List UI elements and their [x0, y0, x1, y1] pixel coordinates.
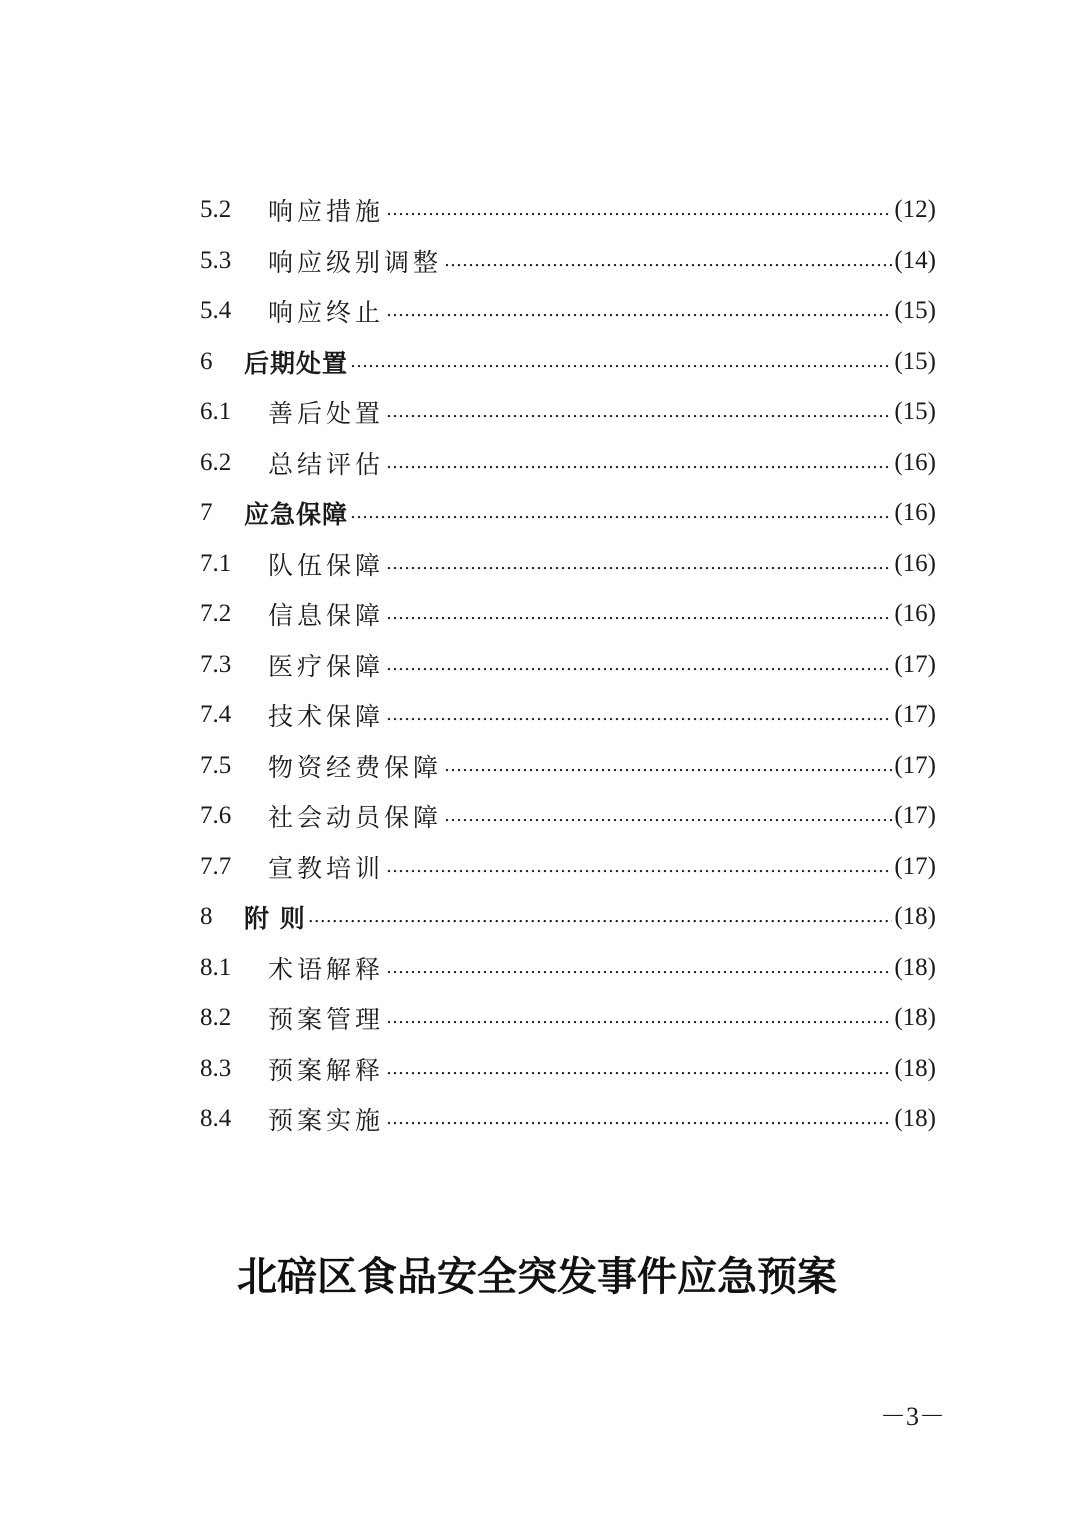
- toc-entry-page: (18): [894, 903, 936, 931]
- toc-entry-number: 7.5: [200, 751, 232, 779]
- toc-entry-number: 5.3: [200, 246, 232, 274]
- toc-entry-page: (16): [894, 549, 936, 577]
- toc-entry: [200, 589, 936, 640]
- toc-entry: [200, 488, 936, 539]
- toc-entry: [200, 539, 936, 590]
- toc-entry-title: 后期处置: [244, 348, 349, 378]
- toc-entry-title: 队伍保障: [268, 550, 385, 580]
- toc-entry-number: 7: [200, 499, 213, 527]
- toc-entry-number: 7.7: [200, 852, 232, 880]
- toc-entry-title: 信息保障: [268, 601, 385, 631]
- toc-entry: [200, 791, 936, 842]
- toc-entry-number: 7.2: [200, 600, 232, 628]
- toc-entry-number: 7.6: [200, 802, 232, 830]
- toc-entry-page: (16): [894, 600, 936, 628]
- toc-dot-leader: [386, 397, 892, 427]
- toc-dot-leader: [386, 1104, 892, 1134]
- toc-dot-leader: [308, 902, 893, 932]
- toc-entry-title: 总结评估: [268, 449, 385, 479]
- toc-entry-number: 5.4: [200, 297, 232, 325]
- toc-dot-leader: [350, 347, 892, 377]
- toc-entry-title: 响应终止: [268, 298, 385, 328]
- toc-dot-leader: [386, 448, 892, 478]
- toc-dot-leader: [350, 498, 892, 528]
- toc-entry-page: (18): [894, 1004, 936, 1032]
- toc-entry: [200, 690, 936, 741]
- toc-entry-number: 8.1: [200, 953, 232, 981]
- toc-entry: [200, 892, 936, 943]
- toc-entry-page: (18): [894, 1105, 936, 1133]
- toc-dot-leader: [444, 246, 892, 276]
- table-of-contents: [200, 185, 936, 1145]
- toc-entry: [200, 185, 936, 236]
- toc-entry-page: (17): [894, 701, 936, 729]
- toc-entry-page: (17): [894, 650, 936, 678]
- page-number: －3－: [880, 1402, 946, 1431]
- toc-entry: [200, 286, 936, 337]
- toc-entry-title: 响应措施: [268, 197, 385, 227]
- toc-entry: [200, 640, 936, 691]
- toc-entry-page: (15): [894, 347, 936, 375]
- toc-entry-title: 善后处置: [268, 399, 385, 429]
- toc-entry-page: (18): [894, 953, 936, 981]
- toc-dot-leader: [444, 801, 892, 831]
- toc-entry-number: 8: [200, 903, 213, 931]
- toc-entry: [200, 741, 936, 792]
- toc-entry: [200, 387, 936, 438]
- toc-dot-leader: [386, 700, 892, 730]
- toc-dot-leader: [444, 751, 892, 781]
- toc-entry-page: (14): [894, 246, 936, 274]
- toc-entry-number: 7.4: [200, 701, 232, 729]
- toc-dot-leader: [386, 852, 892, 882]
- toc-entry-page: (15): [894, 297, 936, 325]
- toc-entry-number: 8.3: [200, 1054, 232, 1082]
- toc-entry-page: (16): [894, 448, 936, 476]
- toc-entry-page: (17): [894, 802, 936, 830]
- toc-entry: [200, 236, 936, 287]
- toc-entry: [200, 842, 936, 893]
- toc-dot-leader: [386, 650, 892, 680]
- toc-entry-title: 预案解释: [268, 1055, 385, 1085]
- toc-entry: [200, 1044, 936, 1095]
- toc-entry-page: (17): [894, 852, 936, 880]
- toc-dot-leader: [386, 1054, 892, 1084]
- toc-entry-page: (18): [894, 1054, 936, 1082]
- toc-entry-number: 6.1: [200, 398, 232, 426]
- toc-entry-number: 6.2: [200, 448, 232, 476]
- toc-entry-number: 7.3: [200, 650, 232, 678]
- toc-entry: [200, 438, 936, 489]
- toc-entry-title: 社会动员保障: [268, 803, 443, 833]
- toc-entry-title: 技术保障: [268, 702, 385, 732]
- toc-entry-number: 5.2: [200, 196, 232, 224]
- toc-entry-title: 附 则: [244, 904, 306, 934]
- toc-entry-page: (15): [894, 398, 936, 426]
- toc-entry-page: (12): [894, 196, 936, 224]
- toc-entry: [200, 1094, 936, 1145]
- toc-entry-title: 医疗保障: [268, 651, 385, 681]
- toc-entry-title: 预案实施: [268, 1106, 385, 1136]
- toc-dot-leader: [386, 953, 892, 983]
- toc-entry-title: 宣教培训: [268, 853, 385, 883]
- toc-entry-number: 6: [200, 347, 213, 375]
- toc-entry: [200, 337, 936, 388]
- toc-entry-title: 预案管理: [268, 1005, 385, 1035]
- toc-entry-title: 应急保障: [244, 500, 349, 530]
- toc-dot-leader: [386, 549, 892, 579]
- toc-entry: [200, 993, 936, 1044]
- toc-entry-page: (17): [894, 751, 936, 779]
- toc-entry-title: 术语解释: [268, 954, 385, 984]
- toc-entry-title: 物资经费保障: [268, 752, 443, 782]
- toc-dot-leader: [386, 296, 892, 326]
- toc-dot-leader: [386, 1003, 892, 1033]
- toc-entry-title: 响应级别调整: [268, 247, 443, 277]
- document-title: 北碚区食品安全突发事件应急预案: [237, 1254, 837, 1300]
- toc-entry-number: 8.4: [200, 1105, 232, 1133]
- toc-dot-leader: [386, 195, 892, 225]
- toc-entry-page: (16): [894, 499, 936, 527]
- toc-entry-number: 7.1: [200, 549, 232, 577]
- toc-dot-leader: [386, 599, 892, 629]
- toc-entry: [200, 943, 936, 994]
- toc-entry-number: 8.2: [200, 1004, 232, 1032]
